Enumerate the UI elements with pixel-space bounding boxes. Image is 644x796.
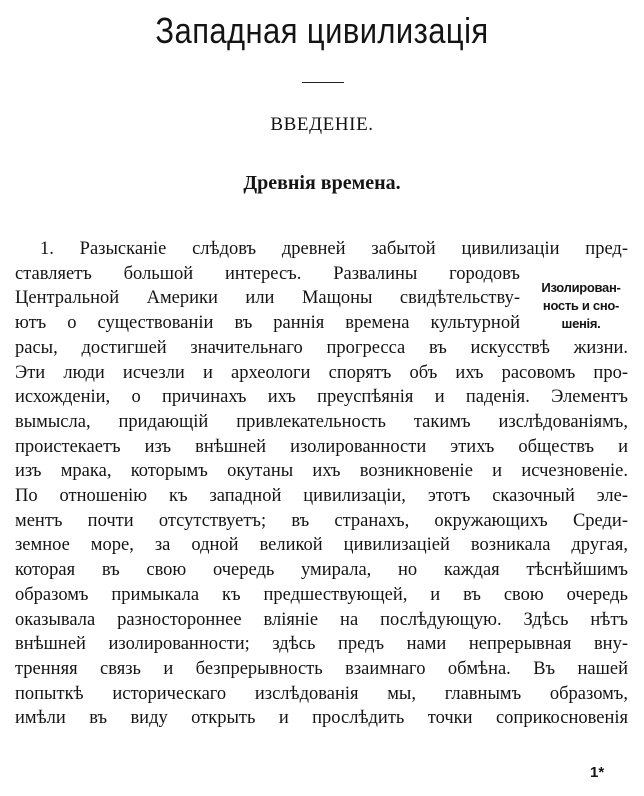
- margin-note-line: ность и сно-: [542, 298, 620, 313]
- body-line: попыткѣ историческаго изслѣдованiя мы, главнымъ образомъ,: [15, 683, 628, 704]
- body-line: образомъ примыкала къ предшествующей, и въ свою очередь: [15, 584, 628, 605]
- body-line: внѣшней изолированности; здѣсь предъ нами непрерывная вну-: [15, 634, 628, 655]
- body-line: которая въ свою очередь умирала, но каждая тѣснѣйшимъ: [15, 560, 628, 581]
- body-line: вымысла, придающiй привлекательность такимъ изслѣдованiямъ,: [15, 411, 628, 432]
- margin-note: [527, 279, 635, 333]
- body-line: Эти люди исчезли и археологи спорятъ объ ихъ расовомъ про-: [15, 362, 628, 383]
- section-heading: ВВЕДЕНIЕ.: [270, 114, 374, 135]
- body-line: По отношенiю къ западной цивилизацiи, этотъ сказочный эле-: [15, 486, 628, 506]
- body-line: земное море, за одной великой цивилизацiей возникала другая,: [15, 535, 628, 556]
- body-line: ментъ почти отсутствуетъ; въ странахъ, окружающихъ Среди-: [15, 510, 628, 531]
- body-line: исхожденiи, о причинахъ ихъ преуспѣянiя и паденiя. Элементъ: [15, 387, 628, 408]
- body-line: изъ мрака, которымъ окутаны ихъ возникновенiе и исчезновенiе.: [15, 461, 628, 482]
- body-line: ставляетъ большой интересъ. Развалины городовъ: [15, 263, 520, 284]
- page-folio: 1*: [590, 764, 605, 781]
- body-line: тренняя связь и безпрерывность взаимнаго обмѣна. Въ нашей: [15, 658, 628, 679]
- body-line: 1. Разысканiе слѣдовъ древней забытой цивилизацiи пред-: [40, 239, 628, 259]
- body-line: имѣли въ виду открыть и прослѣдить точки соприкосновенiя: [15, 708, 628, 729]
- body-line: проистекаетъ изъ внѣшней изолированности этихъ обществъ и: [15, 436, 628, 457]
- subsection-heading: Древнiя времена.: [243, 172, 401, 194]
- title-rule: [302, 82, 344, 83]
- page-title: Западная цивилизацiя: [155, 10, 489, 51]
- body-line: Центральной Америки или Мащоны свидѣтельству-: [15, 288, 520, 309]
- body-line: ютъ о существованiи въ раннiя времена культурной: [15, 313, 520, 334]
- body-line: оказывала разностороннее влiянiе на послѣдующую. Здѣсь нѣтъ: [15, 609, 628, 630]
- margin-note-line: Изолирован-: [541, 280, 621, 295]
- margin-note-line: шенiя.: [561, 316, 601, 331]
- body-line: расы, достигшей значительнаго прогресса въ искусствѣ жизни.: [15, 337, 628, 358]
